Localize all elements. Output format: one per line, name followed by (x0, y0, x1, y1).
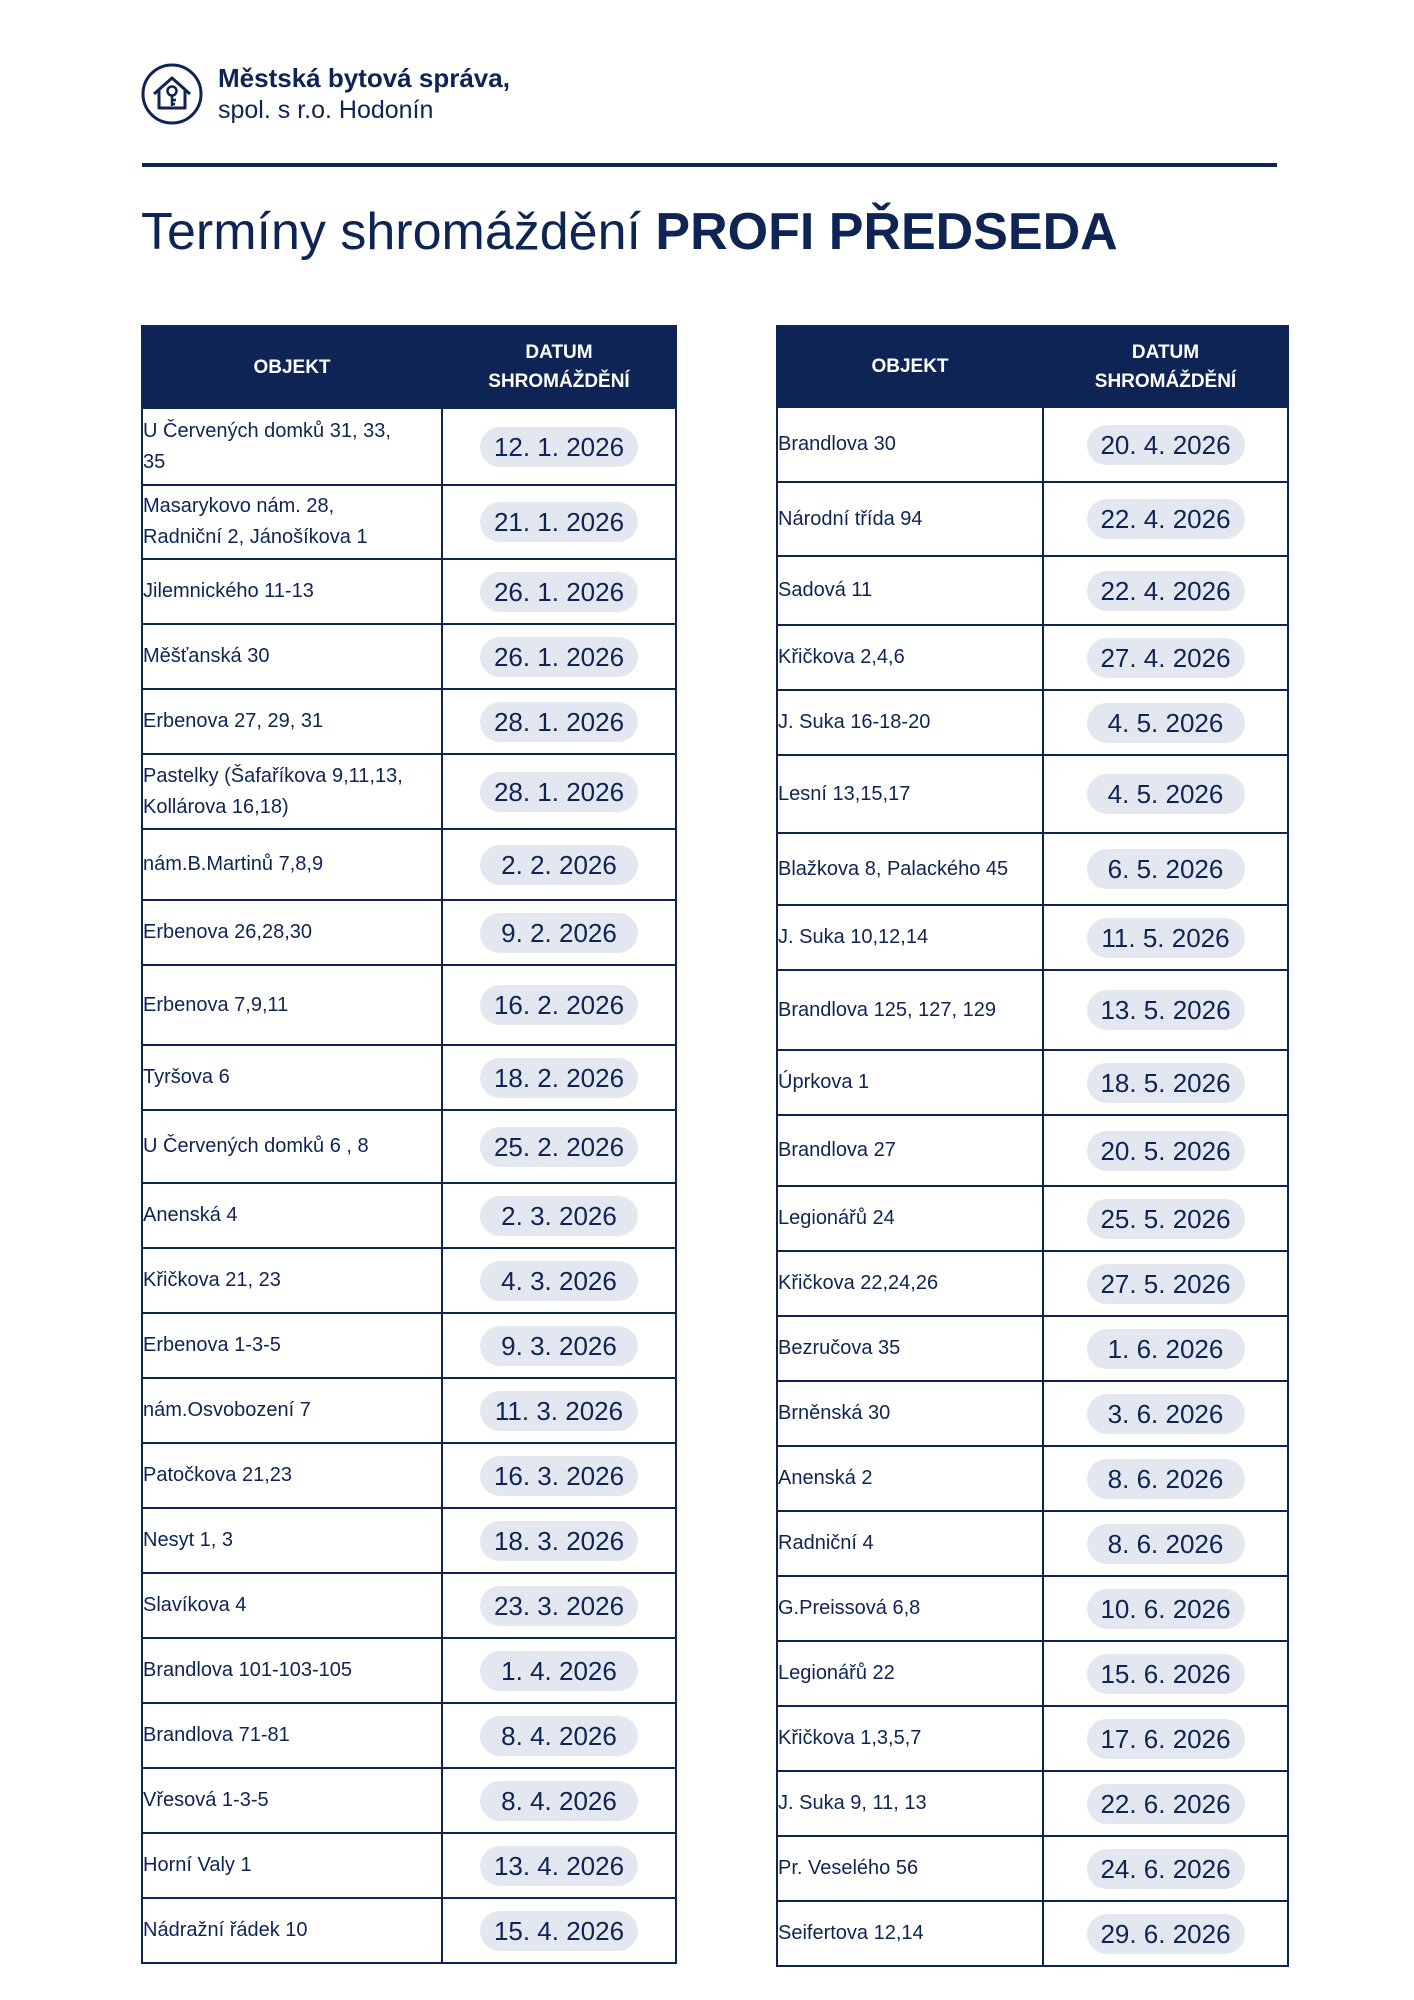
date-pill: 27. 5. 2026 (1087, 1264, 1245, 1304)
objekt-cell (142, 1703, 442, 1768)
objekt-cell (142, 624, 442, 689)
objekt-name: Brandlova 27 (778, 1139, 896, 1161)
date-pill: 10. 6. 2026 (1087, 1589, 1245, 1629)
objekt-name: Vřesová 1-3-5 (143, 1789, 269, 1811)
table-row (142, 1045, 676, 1110)
datum-cell (442, 1313, 676, 1378)
date-pill: 27. 4. 2026 (1087, 638, 1245, 678)
objekt-name: nám.Osvobození 7 (143, 1399, 311, 1421)
datum-cell (442, 408, 676, 485)
objekt-name: Brandlova 101-103-105 (143, 1659, 353, 1681)
date-pill: 28. 1. 2026 (480, 772, 638, 812)
organization-name (218, 62, 510, 126)
objekt-name: Brandlova 125, 127, 129 (778, 998, 996, 1021)
objekt-name: Erbenova 7,9,11 (143, 993, 289, 1016)
datum-cell (1043, 690, 1288, 755)
objekt-cell (777, 833, 1043, 905)
date-pill: 4. 3. 2026 (480, 1261, 638, 1301)
date-pill: 18. 3. 2026 (480, 1521, 638, 1561)
objekt-cell (777, 690, 1043, 755)
table-row (777, 1706, 1288, 1771)
table-row (142, 1703, 676, 1768)
date-pill: 20. 4. 2026 (1087, 425, 1245, 465)
objekt-name: J. Suka 10,12,14 (778, 926, 929, 948)
objekt-name: Bezručova 35 (778, 1337, 901, 1359)
objekt-name: J. Suka 16-18-20 (778, 711, 931, 733)
date-pill: 25. 2. 2026 (480, 1127, 638, 1167)
objekt-name: Erbenova 26,28,30 (143, 921, 313, 943)
datum-cell (1043, 1511, 1288, 1576)
datum-cell (442, 829, 676, 900)
objekt-name: Brandlova 71-81 (143, 1724, 290, 1746)
datum-cell (442, 965, 676, 1045)
objekt-cell (777, 1186, 1043, 1251)
objekt-cell (142, 754, 442, 829)
date-pill: 18. 5. 2026 (1087, 1063, 1245, 1103)
objekt-cell (142, 1110, 442, 1183)
objekt-name: Brněnská 30 (778, 1402, 891, 1424)
datum-cell (1043, 625, 1288, 690)
objekt-name: Nesyt 1, 3 (143, 1529, 234, 1551)
objekt-name: Erbenova 1-3-5 (143, 1334, 281, 1356)
objekt-cell (142, 1638, 442, 1703)
schedule-table-left (141, 325, 677, 1964)
objekt-cell (777, 482, 1043, 556)
table-row (777, 1050, 1288, 1115)
datum-cell (1043, 1771, 1288, 1836)
table-row (142, 1638, 676, 1703)
date-pill: 20. 5. 2026 (1087, 1131, 1245, 1171)
objekt-cell (142, 1833, 442, 1898)
objekt-cell (142, 1183, 442, 1248)
table-row (777, 1641, 1288, 1706)
objekt-cell (777, 1641, 1043, 1706)
datum-cell (442, 1703, 676, 1768)
date-pill: 3. 6. 2026 (1087, 1394, 1245, 1434)
datum-cell (1043, 482, 1288, 556)
objekt-cell (777, 1576, 1043, 1641)
objekt-name: Měšťanská 30 (143, 645, 270, 667)
datum-cell (1043, 1706, 1288, 1771)
table-row (777, 482, 1288, 556)
objekt-cell (777, 1901, 1043, 1966)
datum-cell (442, 559, 676, 624)
table-header-row (777, 326, 1288, 407)
date-pill: 16. 3. 2026 (480, 1456, 638, 1496)
objekt-name: Nádražní řádek 10 (143, 1919, 308, 1941)
table-row (142, 1768, 676, 1833)
datum-cell (1043, 1836, 1288, 1901)
objekt-cell (142, 485, 442, 559)
objekt-cell (777, 625, 1043, 690)
date-pill: 24. 6. 2026 (1087, 1849, 1245, 1889)
objekt-name: Anenská 4 (143, 1204, 238, 1226)
header-divider (142, 163, 1277, 167)
date-pill: 15. 4. 2026 (480, 1911, 638, 1951)
date-pill: 15. 6. 2026 (1087, 1654, 1245, 1694)
table-row (777, 1186, 1288, 1251)
table-row (777, 1901, 1288, 1966)
objekt-name: Blažkova 8, Palackého 45 (778, 857, 1009, 880)
datum-cell (1043, 1576, 1288, 1641)
page-title (141, 202, 1118, 262)
organization-name-line1: Městská bytová správa, (218, 63, 510, 93)
objekt-cell (777, 1050, 1043, 1115)
date-pill: 23. 3. 2026 (480, 1586, 638, 1626)
table-row (777, 755, 1288, 833)
objekt-name: Pr. Veselého 56 (778, 1857, 919, 1879)
column-header-objekt: OBJEKT (777, 326, 1043, 407)
objekt-cell (142, 1313, 442, 1378)
objekt-cell (142, 1573, 442, 1638)
objekt-name: Národní třída 94 (778, 507, 923, 530)
column-header-datum-line1: DATUM (525, 342, 593, 363)
date-pill: 9. 3. 2026 (480, 1326, 638, 1366)
objekt-cell (777, 1511, 1043, 1576)
date-pill: 28. 1. 2026 (480, 702, 638, 742)
date-pill: 26. 1. 2026 (480, 637, 638, 677)
datum-cell (442, 485, 676, 559)
objekt-cell (777, 1115, 1043, 1186)
date-pill: 26. 1. 2026 (480, 572, 638, 612)
objekt-name: Slavíkova 4 (143, 1594, 247, 1616)
objekt-cell (777, 970, 1043, 1050)
objekt-name: Anenská 2 (778, 1467, 873, 1489)
objekt-name: Erbenova 27, 29, 31 (143, 710, 324, 732)
objekt-cell (777, 556, 1043, 625)
datum-cell (1043, 1251, 1288, 1316)
objekt-cell (142, 559, 442, 624)
datum-cell (1043, 905, 1288, 970)
table-row (777, 1115, 1288, 1186)
datum-cell (1043, 755, 1288, 833)
date-pill: 17. 6. 2026 (1087, 1719, 1245, 1759)
datum-cell (1043, 1446, 1288, 1511)
objekt-cell (777, 1446, 1043, 1511)
datum-cell (442, 624, 676, 689)
datum-cell (442, 1898, 676, 1963)
table-row (142, 754, 676, 829)
table-row (777, 1381, 1288, 1446)
datum-cell (1043, 1050, 1288, 1115)
objekt-cell (142, 829, 442, 900)
objekt-cell (142, 689, 442, 754)
objekt-cell (142, 1443, 442, 1508)
table-row (142, 1110, 676, 1183)
date-pill: 2. 3. 2026 (480, 1196, 638, 1236)
table-row (142, 1573, 676, 1638)
date-pill: 9. 2. 2026 (480, 913, 638, 953)
table-row (142, 1313, 676, 1378)
objekt-name: Křičkova 2,4,6 (778, 646, 905, 668)
date-pill: 22. 6. 2026 (1087, 1784, 1245, 1824)
table-row (777, 625, 1288, 690)
objekt-cell (777, 1316, 1043, 1381)
datum-cell (442, 1110, 676, 1183)
objekt-cell (142, 408, 442, 485)
table-row (777, 1771, 1288, 1836)
datum-cell (1043, 970, 1288, 1050)
table-header-row (142, 326, 676, 408)
date-pill: 22. 4. 2026 (1087, 499, 1245, 539)
table-row (142, 965, 676, 1045)
objekt-cell (142, 900, 442, 965)
objekt-name: Tyršova 6 (143, 1066, 230, 1088)
datum-cell (1043, 833, 1288, 905)
datum-cell (1043, 1901, 1288, 1966)
organization-name-line2: spol. s r.o. Hodonín (218, 96, 434, 124)
table-row (142, 1443, 676, 1508)
datum-cell (1043, 1641, 1288, 1706)
table-row (142, 1833, 676, 1898)
date-pill: 12. 1. 2026 (480, 427, 638, 467)
page-title-bold: PROFI PŘEDSEDA (655, 203, 1118, 261)
table-row (142, 624, 676, 689)
objekt-name: Masarykovo nám. 28, Radniční 2, Jánošíkova 1 (143, 495, 368, 548)
date-pill: 1. 6. 2026 (1087, 1329, 1245, 1369)
date-pill: 6. 5. 2026 (1087, 849, 1245, 889)
schedule-table-right (776, 325, 1289, 1967)
table-row (142, 408, 676, 485)
datum-cell (442, 1045, 676, 1110)
datum-cell (442, 1183, 676, 1248)
table-row (777, 407, 1288, 482)
datum-cell (1043, 407, 1288, 482)
objekt-name: Křičkova 1,3,5,7 (778, 1727, 922, 1749)
objekt-name: Sadová 11 (778, 579, 873, 601)
table-row (777, 1446, 1288, 1511)
objekt-name: Radniční 4 (778, 1532, 874, 1554)
table-row (142, 1378, 676, 1443)
column-header-datum (442, 326, 676, 408)
objekt-name: J. Suka 9, 11, 13 (778, 1792, 927, 1814)
objekt-cell (142, 1248, 442, 1313)
datum-cell (442, 1248, 676, 1313)
table-row (777, 1511, 1288, 1576)
objekt-name: Lesní 13,15,17 (778, 782, 911, 805)
column-header-datum-line1: DATUM (1131, 341, 1200, 363)
date-pill: 2. 2. 2026 (480, 845, 638, 885)
table-row (777, 970, 1288, 1050)
objekt-cell (142, 1768, 442, 1833)
column-header-objekt: OBJEKT (142, 326, 442, 408)
page-title-regular: Termíny shromáždění (141, 203, 641, 261)
datum-cell (1043, 1316, 1288, 1381)
datum-cell (442, 1573, 676, 1638)
objekt-name: Legionářů 24 (778, 1207, 895, 1229)
objekt-cell (777, 1381, 1043, 1446)
date-pill: 13. 4. 2026 (480, 1846, 638, 1886)
objekt-cell (777, 1251, 1043, 1316)
objekt-cell (777, 1836, 1043, 1901)
objekt-name: Seifertova 12,14 (778, 1922, 924, 1944)
objekt-name: U Červených domků 6 , 8 (143, 1135, 369, 1157)
objekt-name: Brandlova 30 (778, 433, 896, 455)
datum-cell (442, 1768, 676, 1833)
date-pill: 8. 6. 2026 (1087, 1524, 1245, 1564)
objekt-name: Patočkova 21,23 (143, 1464, 292, 1486)
datum-cell (1043, 1115, 1288, 1186)
table-row (777, 690, 1288, 755)
date-pill: 29. 6. 2026 (1087, 1914, 1245, 1954)
objekt-cell (142, 965, 442, 1045)
objekt-cell (777, 905, 1043, 970)
date-pill: 4. 5. 2026 (1087, 703, 1245, 743)
table-row (142, 1508, 676, 1573)
house-key-logo-icon (140, 62, 204, 126)
column-header-datum-line2: SHROMÁŽDĚNÍ (1094, 370, 1237, 392)
objekt-name: Úprkova 1 (778, 1071, 870, 1093)
objekt-cell (142, 1378, 442, 1443)
table-row (777, 1836, 1288, 1901)
datum-cell (442, 1508, 676, 1573)
datum-cell (442, 1443, 676, 1508)
objekt-name: Legionářů 22 (778, 1662, 895, 1684)
date-pill: 22. 4. 2026 (1087, 571, 1245, 611)
objekt-name: Jilemnického 11-13 (143, 580, 314, 602)
datum-cell (442, 1833, 676, 1898)
datum-cell (442, 689, 676, 754)
datum-cell (442, 754, 676, 829)
objekt-cell (777, 755, 1043, 833)
datum-cell (442, 1638, 676, 1703)
datum-cell (1043, 556, 1288, 625)
objekt-name: Křičkova 22,24,26 (778, 1272, 939, 1294)
table-row (777, 1576, 1288, 1641)
datum-cell (442, 1378, 676, 1443)
column-header-datum (1043, 326, 1288, 407)
date-pill: 18. 2. 2026 (480, 1058, 638, 1098)
table-row (142, 1898, 676, 1963)
objekt-cell (142, 1045, 442, 1110)
column-header-datum-line2: SHROMÁŽDĚNÍ (488, 371, 630, 392)
table-row (777, 833, 1288, 905)
table-row (142, 485, 676, 559)
date-pill: 1. 4. 2026 (480, 1651, 638, 1691)
date-pill: 11. 3. 2026 (480, 1391, 638, 1431)
table-row (142, 1248, 676, 1313)
date-pill: 4. 5. 2026 (1087, 774, 1245, 814)
objekt-cell (777, 407, 1043, 482)
date-pill: 8. 4. 2026 (480, 1716, 638, 1756)
date-pill: 21. 1. 2026 (480, 502, 638, 542)
objekt-cell (777, 1706, 1043, 1771)
objekt-name: nám.B.Martinů 7,8,9 (143, 853, 324, 875)
date-pill: 13. 5. 2026 (1087, 990, 1245, 1030)
datum-cell (1043, 1381, 1288, 1446)
date-pill: 25. 5. 2026 (1087, 1199, 1245, 1239)
datum-cell (442, 900, 676, 965)
date-pill: 16. 2. 2026 (480, 985, 638, 1025)
table-row (777, 1316, 1288, 1381)
table-row (777, 556, 1288, 625)
objekt-cell (777, 1771, 1043, 1836)
objekt-name: Horní Valy 1 (143, 1854, 252, 1876)
table-row (777, 905, 1288, 970)
objekt-name: Pastelky (Šafaříkova 9,11,13, Kollárova 16,18) (143, 764, 403, 818)
date-pill: 11. 5. 2026 (1087, 918, 1245, 958)
table-row (142, 559, 676, 624)
table-row (142, 829, 676, 900)
table-row (142, 1183, 676, 1248)
table-row (777, 1251, 1288, 1316)
objekt-name: G.Preissová 6,8 (778, 1597, 921, 1619)
datum-cell (1043, 1186, 1288, 1251)
date-pill: 8. 4. 2026 (480, 1781, 638, 1821)
objekt-cell (142, 1508, 442, 1573)
table-row (142, 900, 676, 965)
date-pill: 8. 6. 2026 (1087, 1459, 1245, 1499)
table-row (142, 689, 676, 754)
objekt-name: U Červených domků 31, 33, 35 (143, 419, 391, 473)
objekt-name: Křičkova 21, 23 (143, 1269, 281, 1291)
objekt-cell (142, 1898, 442, 1963)
